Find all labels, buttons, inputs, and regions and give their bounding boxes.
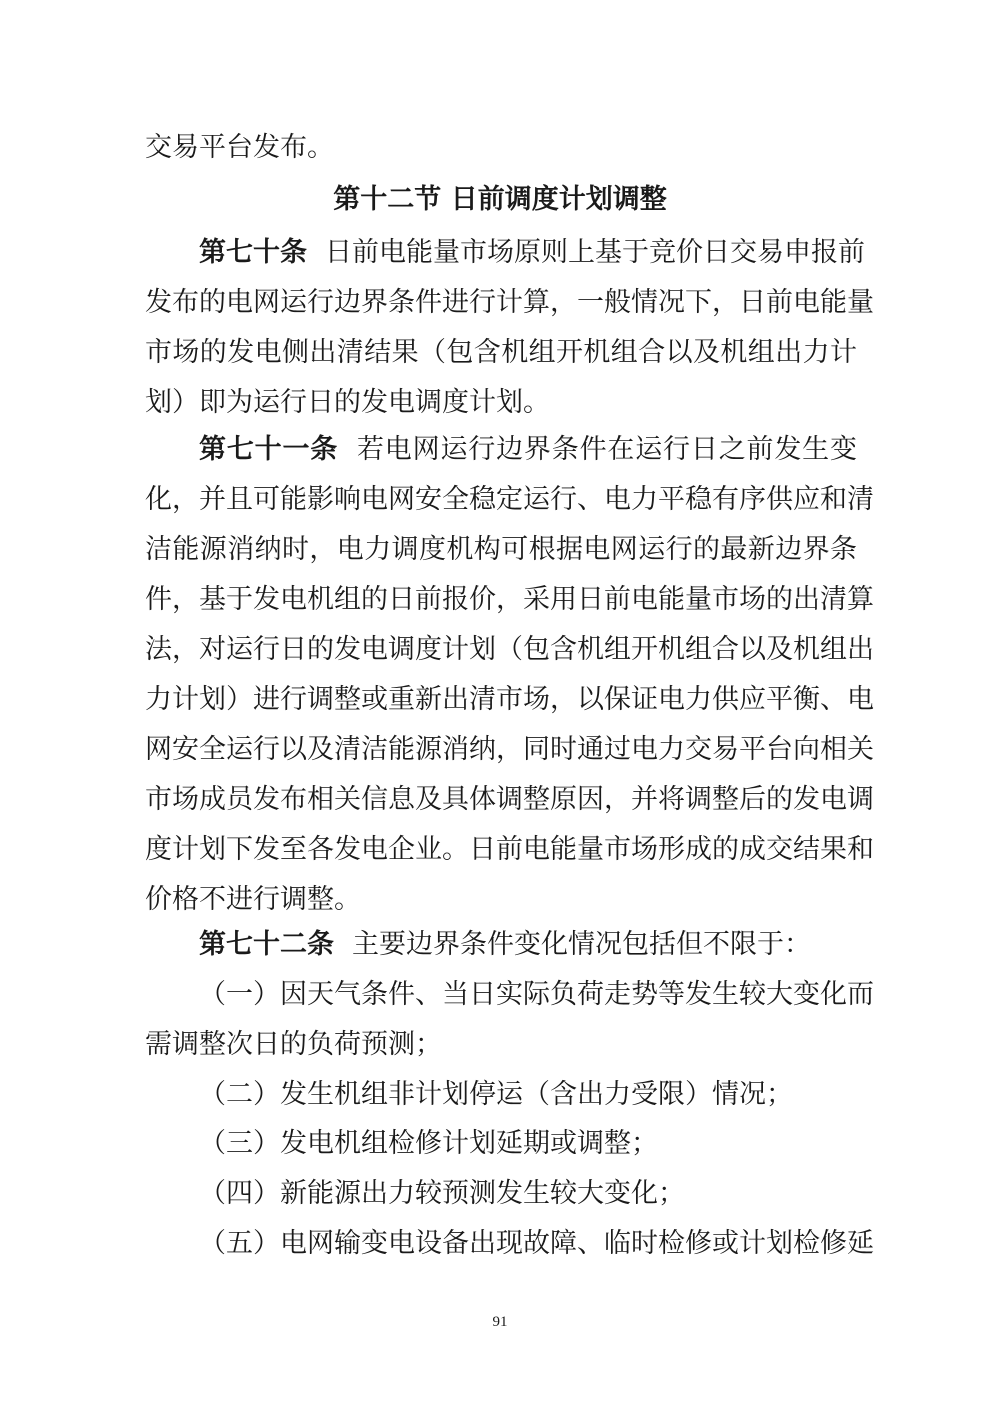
paragraph-line: 法，对运行日的发电调度计划（包含机组开机组合以及机组出 (145, 634, 874, 665)
paragraph-line: 划）即为运行日的发电调度计划。 (145, 387, 550, 418)
paragraph-line: 发布的电网运行边界条件进行计算，一般情况下，日前电能量 (145, 287, 874, 318)
list-item-1: （一）因天气条件、当日实际负荷走势等发生较大变化而 (199, 979, 874, 1010)
paragraph-line: 若电网运行边界条件在运行日之前发生变 (356, 434, 858, 465)
paragraph-line: 化，并且可能影响电网安全稳定运行、电力平稳有序供应和清 (145, 484, 874, 515)
page-number: 91 (492, 1314, 508, 1330)
paragraph-line: 件，基于发电机组的日前报价，采用日前电能量市场的出清算 (145, 584, 874, 615)
paragraph-line: 市场的发电侧出清结果（包含机组开机组合以及机组出力计 (145, 337, 857, 368)
article-70-first-line (199, 233, 865, 273)
paragraph-line: 洁能源消纳时，电力调度机构可根据电网运行的最新边界条 (145, 534, 857, 565)
list-item-2: （二）发生机组非计划停运（含出力受限）情况； (199, 1079, 793, 1110)
article-70-label: 第七十条 (199, 237, 307, 268)
list-item-3: （三）发电机组检修计划延期或调整； (199, 1128, 658, 1159)
list-item-4: （四）新能源出力较预测发生较大变化； (199, 1178, 685, 1209)
paragraph-line: 主要边界条件变化情况包括但不限于： (352, 929, 811, 960)
section-title: 第十二节 日前调度计划调整 (333, 184, 667, 215)
paragraph-line: 日前电能量市场原则上基于竞价日交易申报前 (325, 237, 865, 268)
paragraph-line: 交易平台发布。 (145, 132, 334, 163)
list-item-5: （五）电网输变电设备出现故障、临时检修或计划检修延 (199, 1228, 874, 1259)
paragraph-line: 力计划）进行调整或重新出清市场，以保证电力供应平衡、电 (145, 684, 874, 715)
paragraph-line: 市场成员发布相关信息及具体调整原因，并将调整后的发电调 (145, 784, 874, 815)
paragraph-line: 度计划下发至各发电企业。日前电能量市场形成的成交结果和 (145, 834, 874, 865)
article-72-label: 第七十二条 (199, 929, 334, 960)
paragraph-line: 需调整次日的负荷预测； (145, 1029, 442, 1060)
paragraph-line: 价格不进行调整。 (145, 884, 361, 915)
article-71-first-line (199, 430, 857, 470)
article-71-label: 第七十一条 (199, 434, 339, 465)
article-72-first-line (199, 925, 857, 965)
paragraph-line: 网安全运行以及清洁能源消纳，同时通过电力交易平台向相关 (145, 734, 874, 765)
